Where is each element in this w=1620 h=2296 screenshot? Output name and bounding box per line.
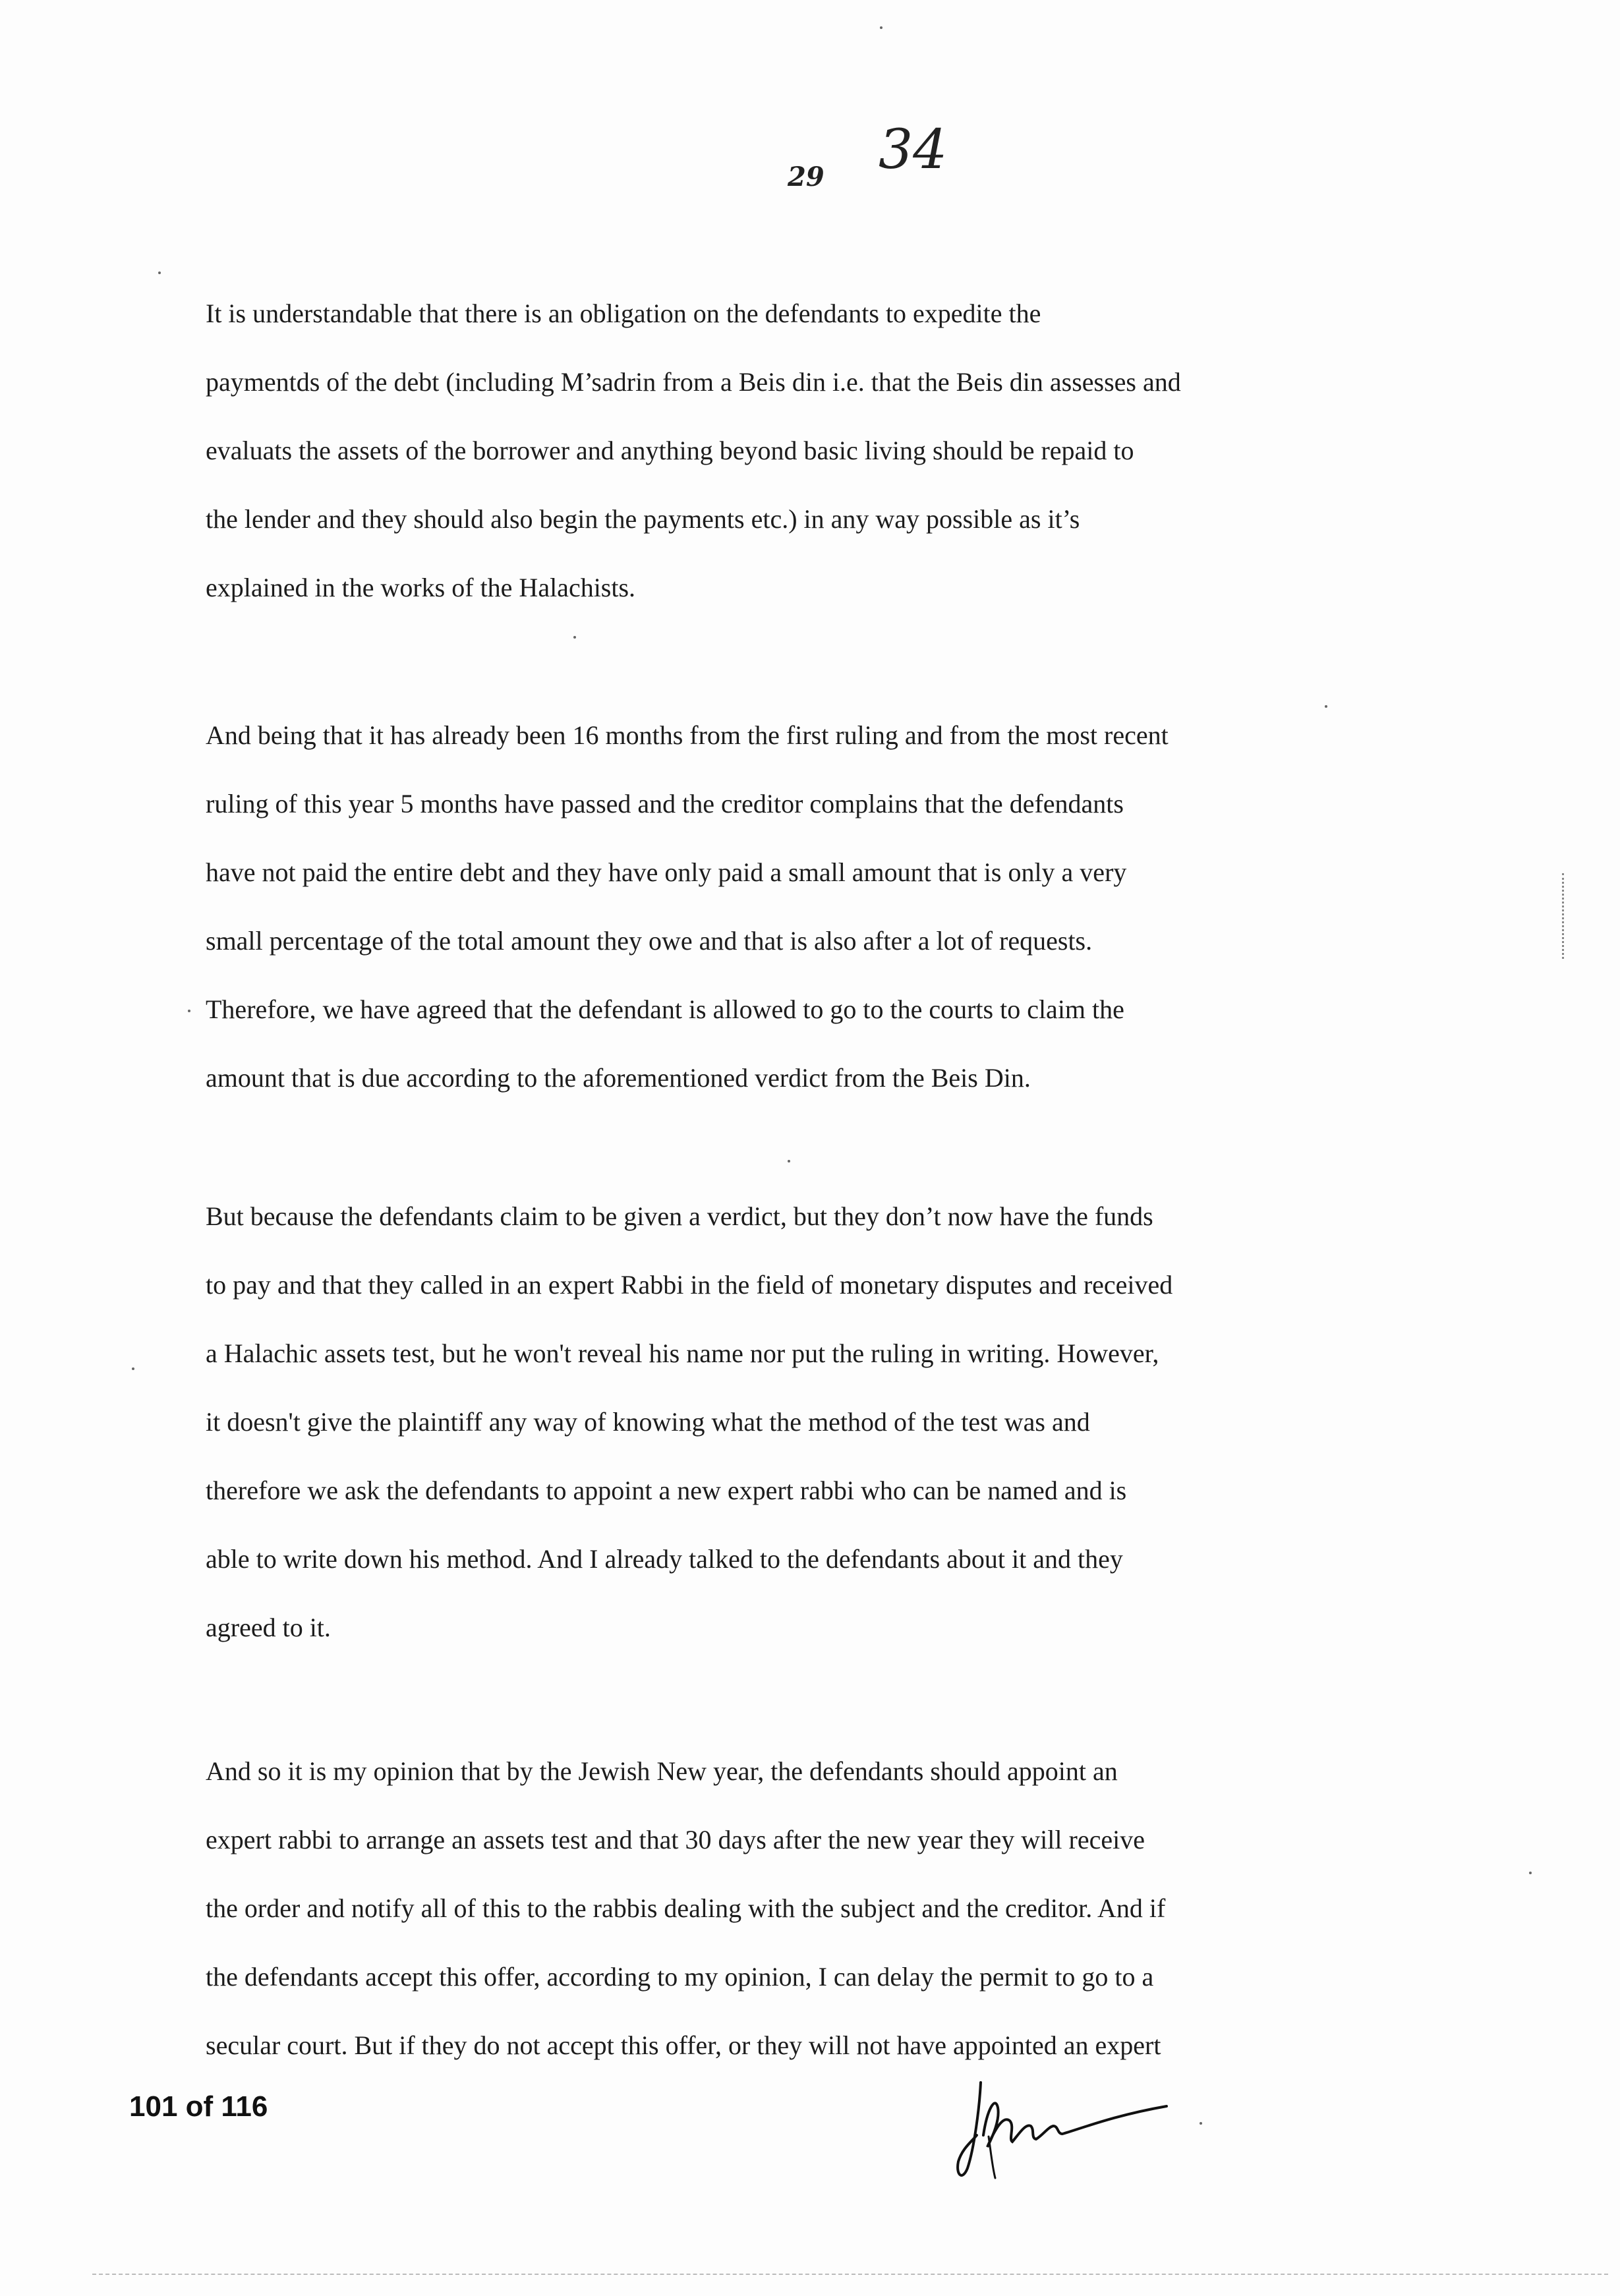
paragraph-2 [206, 701, 1438, 1112]
signature-image [949, 2069, 1186, 2188]
text-line: explained in the works of the Halachists. [206, 573, 636, 602]
text-line: And being that it has already been 16 months from the first ruling and from the most recent [206, 720, 1169, 750]
text-line: amount that is due according to the aforementioned verdict from the Beis Din. [206, 1063, 1031, 1093]
scan-speck [1325, 705, 1327, 708]
text-line: the order and notify all of this to the rabbis dealing with the subject and the creditor. And if [206, 1893, 1166, 1923]
text-line: small percentage of the total amount they owe and that is also after a lot of requests. [206, 926, 1093, 956]
paragraph-4 [206, 1737, 1438, 2080]
handwritten-page-number-text: 34 [879, 119, 948, 181]
text-line: a Halachic assets test, but he won't reveal his name nor put the ruling in writing. However, [206, 1338, 1159, 1368]
scan-speck [880, 26, 882, 29]
text-line: the defendants accept this offer, according to my opinion, I can delay the permit to go to a [206, 1962, 1154, 1992]
scan-speck [1200, 2122, 1202, 2125]
scan-speck [788, 1160, 790, 1162]
text-line: It is understandable that there is an obligation on the defendants to expedite the [206, 299, 1041, 328]
page-count: 101 of 116 [129, 2090, 268, 2123]
text-line: have not paid the entire debt and they have only paid a small amount that is only a very [206, 857, 1127, 887]
text-line: ruling of this year 5 months have passed and the creditor complains that the defendants [206, 789, 1124, 818]
text-line: evaluats the assets of the borrower and anything beyond basic living should be repaid to [206, 436, 1134, 465]
text-line: to pay and that they called in an expert Rabbi in the field of monetary disputes and received [206, 1270, 1173, 1300]
text-line: agreed to it. [206, 1613, 331, 1642]
paragraph-1 [206, 279, 1438, 622]
scan-speck [132, 1367, 134, 1370]
text-line: Therefore, we have agreed that the defendant is allowed to go to the courts to claim the [206, 994, 1124, 1024]
scan-speck [1529, 1872, 1532, 1874]
scan-bottom-edge [92, 2274, 1608, 2275]
text-line: And so it is my opinion that by the Jewish New year, the defendants should appoint an [206, 1756, 1118, 1786]
text-line: expert rabbi to arrange an assets test and that 30 days after the new year they will receive [206, 1825, 1145, 1854]
text-line: therefore we ask the defendants to appoint a new expert rabbi who can be named and is [206, 1476, 1127, 1505]
scan-speck [158, 272, 161, 274]
text-line: paymentds of the debt (including M’sadrin from a Beis din i.e. that the Beis din assesses and [206, 367, 1181, 397]
text-line: the lender and they should also begin the payments etc.) in any way possible as it’s [206, 504, 1080, 534]
text-line: it doesn't give the plaintiff any way of knowing what the method of the test was and [206, 1407, 1090, 1437]
scan-speck [573, 636, 576, 639]
text-line: But because the defendants claim to be given a verdict, but they don’t now have the funds [206, 1201, 1153, 1231]
scan-speck [188, 1010, 190, 1012]
text-line: secular court. But if they do not accept this offer, or they will not have appointed an expert [206, 2030, 1161, 2060]
handwritten-mark: 29 [788, 161, 824, 192]
text-line: able to write down his method. And I already talked to the defendants about it and they [206, 1544, 1123, 1574]
paragraph-3 [206, 1182, 1438, 1662]
scan-edge-marks [1562, 873, 1567, 959]
